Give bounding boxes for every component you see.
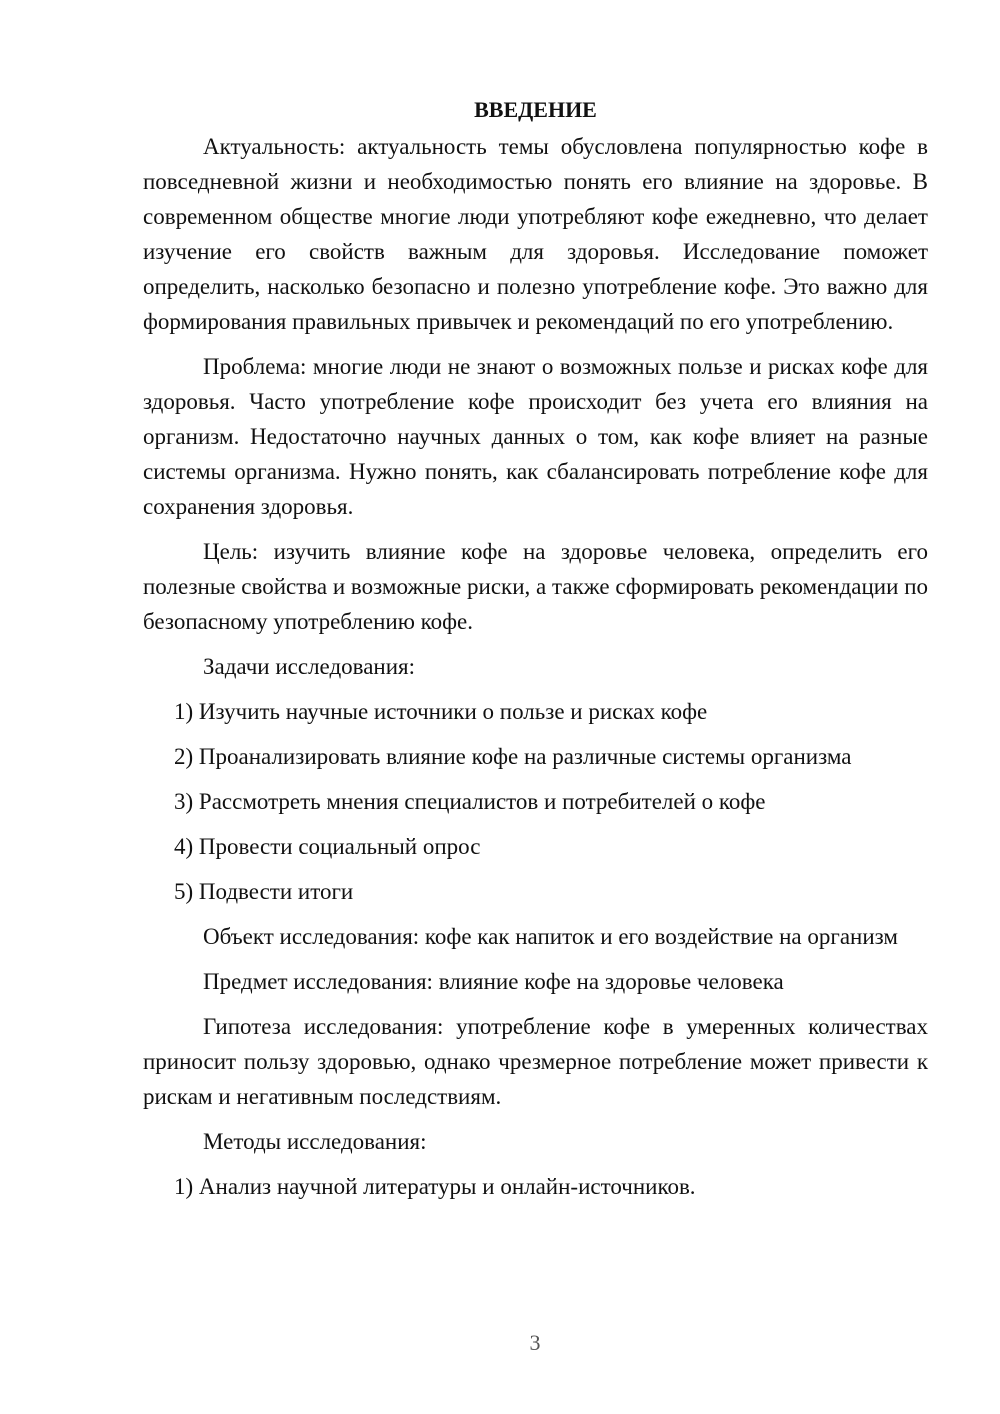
problem-paragraph: Проблема: многие люди не знают о возможных пользе и рисках кофе для здоровья. Часто употребление кофе происходит без учета его влияния на организм. Недостаточно научных данных о том, как кофе влияет на разные системы организма. Нужно понять, как сбалансировать потребление кофе для сохранения здоровья.: [143, 354, 928, 519]
page-number: 3: [529, 1330, 541, 1355]
tasks-heading: Задачи исследования:: [203, 654, 416, 679]
task-item: 2) Проанализировать влияние кофе на различные системы организма: [174, 744, 852, 769]
goal-paragraph: Цель: изучить влияние кофе на здоровье человека, определить его полезные свойства и возможные риски, а также сформировать рекомендации по безопасному употреблению кофе.: [143, 539, 928, 634]
task-item: 4) Провести социальный опрос: [174, 834, 481, 859]
task-item: 5) Подвести итоги: [174, 879, 354, 904]
subject-paragraph: Предмет исследования: влияние кофе на здоровье человека: [203, 969, 784, 994]
method-item: 1) Анализ научной литературы и онлайн-источников.: [174, 1174, 696, 1199]
task-item: 1) Изучить научные источники о пользе и рисках кофе: [174, 699, 708, 724]
hypothesis-paragraph: Гипотеза исследования: употребление кофе в умеренных количествах приносит пользу здоровью, однако чрезмерное потребление может привести к рискам и негативным последствиям.: [143, 1014, 928, 1109]
methods-heading: Методы исследования:: [203, 1129, 427, 1154]
page-title: ВВЕДЕНИЕ: [474, 97, 597, 122]
task-item: 3) Рассмотреть мнения специалистов и потребителей о кофе: [174, 789, 766, 814]
object-paragraph: Объект исследования: кофе как напиток и его воздействие на организм: [203, 924, 898, 949]
relevance-paragraph: Актуальность: актуальность темы обусловлена популярностью кофе в повседневной жизни и необходимостью понять его влияние на здоровье. В современном обществе многие люди употребляют кофе ежедневно, что делает изучение его свойств важным для здоровья. Исследование поможет определить, насколько безопасно и полезно употребление кофе. Это важно для формирования правильных привычек и рекомендаций по его употреблению.: [143, 134, 928, 334]
page-content: [143, 90, 928, 1214]
